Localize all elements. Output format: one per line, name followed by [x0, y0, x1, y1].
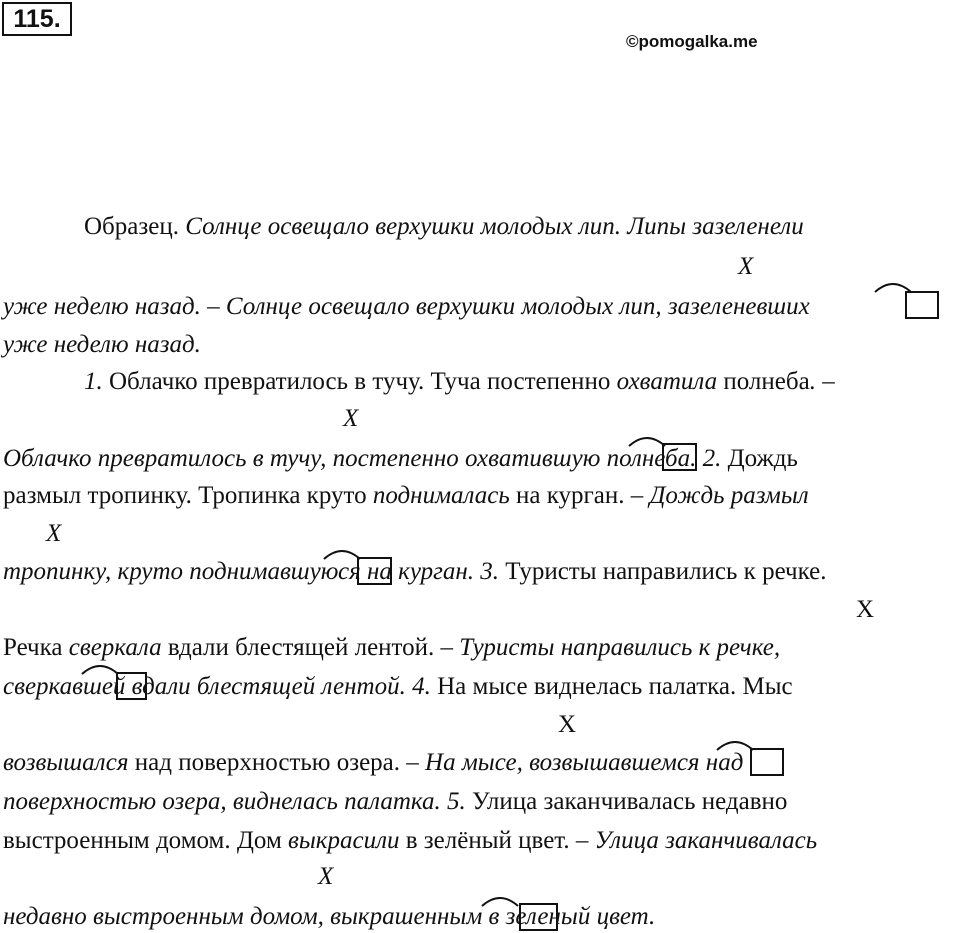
cross-mark: X: [558, 711, 577, 738]
suffix-arc: [715, 736, 755, 752]
text-line-10: возвышался над поверхностью озера. – На мысе, возвышавшемся над: [3, 749, 744, 776]
suffix-arc: [627, 432, 667, 448]
text-line-13: недавно выстроенным домом, выкрашенным в зеленый цвет.: [3, 903, 656, 930]
text-line-9: сверкавшей вдали блестящей лентой. 4. На мысе виднелась палатка. Мыс: [3, 673, 793, 700]
ending-box: [357, 557, 392, 585]
text-line-6: размыл тропинку. Тропинка круто поднималась на курган. – Дождь размыл: [3, 482, 809, 509]
ending-box: [519, 903, 558, 931]
text-line-1: Образец. Солнце освещало верхушки молодых лип. Липы зазеленели: [84, 213, 804, 240]
ending-box: [116, 672, 147, 700]
ending-box: [750, 748, 784, 776]
suffix-arc: [322, 545, 362, 561]
text-line-8: Речка сверкала вдали блестящей лентой. – Туристы направились к речке,: [3, 634, 781, 661]
suffix-arc: [480, 892, 520, 908]
ending-box: [905, 291, 939, 319]
text-line-2: уже неделю назад. – Солнце освещало верхушки молодых лип, зазеленевших: [3, 293, 810, 320]
exercise-number: 115.: [2, 2, 72, 36]
text-line-7: тропинку, круто поднимавшуюся на курган. 3. Туристы направились к речке.: [3, 558, 827, 585]
text-line-5: Облачко превратилось в тучу, постепенно охватившую полнеба. 2. Дождь: [3, 445, 798, 472]
ending-box: [662, 443, 697, 471]
cross-mark: X: [318, 863, 334, 890]
text-line-11: поверхностью озера, виднелась палатка. 5. Улица заканчивалась недавно: [3, 788, 788, 815]
suffix-arc: [80, 660, 120, 676]
cross-mark: X: [738, 253, 754, 280]
watermark: ©pomogalka.me: [626, 32, 758, 51]
text-line-12: выстроенным домом. Дом выкрасили в зелёный цвет. – Улица заканчивалась: [3, 827, 818, 854]
cross-mark: X: [46, 520, 62, 547]
text-line-4: 1. Облачко превратилось в тучу. Туча постепенно охватила полнеба. –: [84, 368, 835, 395]
cross-mark: X: [343, 405, 359, 432]
sample-label: Образец.: [84, 213, 186, 240]
cross-mark: X: [856, 596, 875, 623]
text-line-3: уже неделю назад.: [3, 331, 201, 358]
